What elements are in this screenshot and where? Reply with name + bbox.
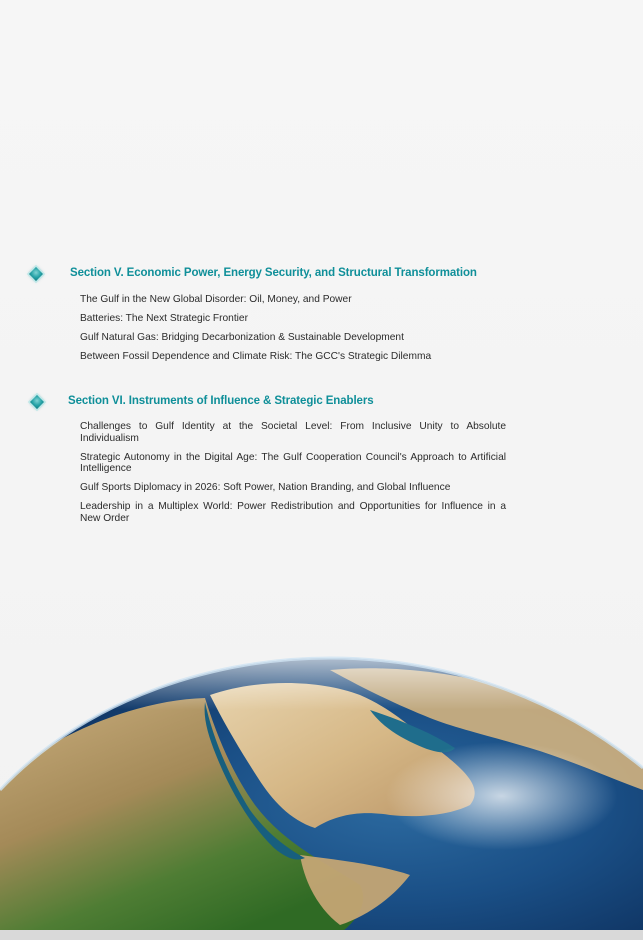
list-item: Gulf Natural Gas: Bridging Decarbonization & Sustainable Development [80,332,404,344]
list-item: Gulf Sports Diplomacy in 2026: Soft Power, Nation Branding, and Global Influence [80,482,451,494]
list-item: The Gulf in the New Global Disorder: Oil, Money, and Power [80,294,352,305]
section-item-list [80,421,506,532]
section-heading: Section V. Economic Power, Energy Security, and Structural Transformation [70,267,477,279]
list-item: Challenges to Gulf Identity at the Societal Level: From Inclusive Unity to Absolute Individualism [80,421,506,444]
section-item-list [80,294,506,370]
page-bottom-bar [0,930,643,940]
list-item: Leadership in a Multiplex World: Power Redistribution and Opportunities for Influence in a New Order [80,501,506,524]
list-item: Between Fossil Dependence and Climate Risk: The GCC's Strategic Dilemma [80,351,432,363]
list-item: Strategic Autonomy in the Digital Age: The Gulf Cooperation Council's Approach to Artificial Intelligence [80,451,506,475]
globe-image [0,640,643,940]
list-item: Batteries: The Next Strategic Frontier [80,313,248,325]
diamond-bullet-icon [29,267,43,281]
diamond-bullet-icon [30,395,44,409]
section-heading: Section VI. Instruments of Influence & Strategic Enablers [68,395,374,407]
